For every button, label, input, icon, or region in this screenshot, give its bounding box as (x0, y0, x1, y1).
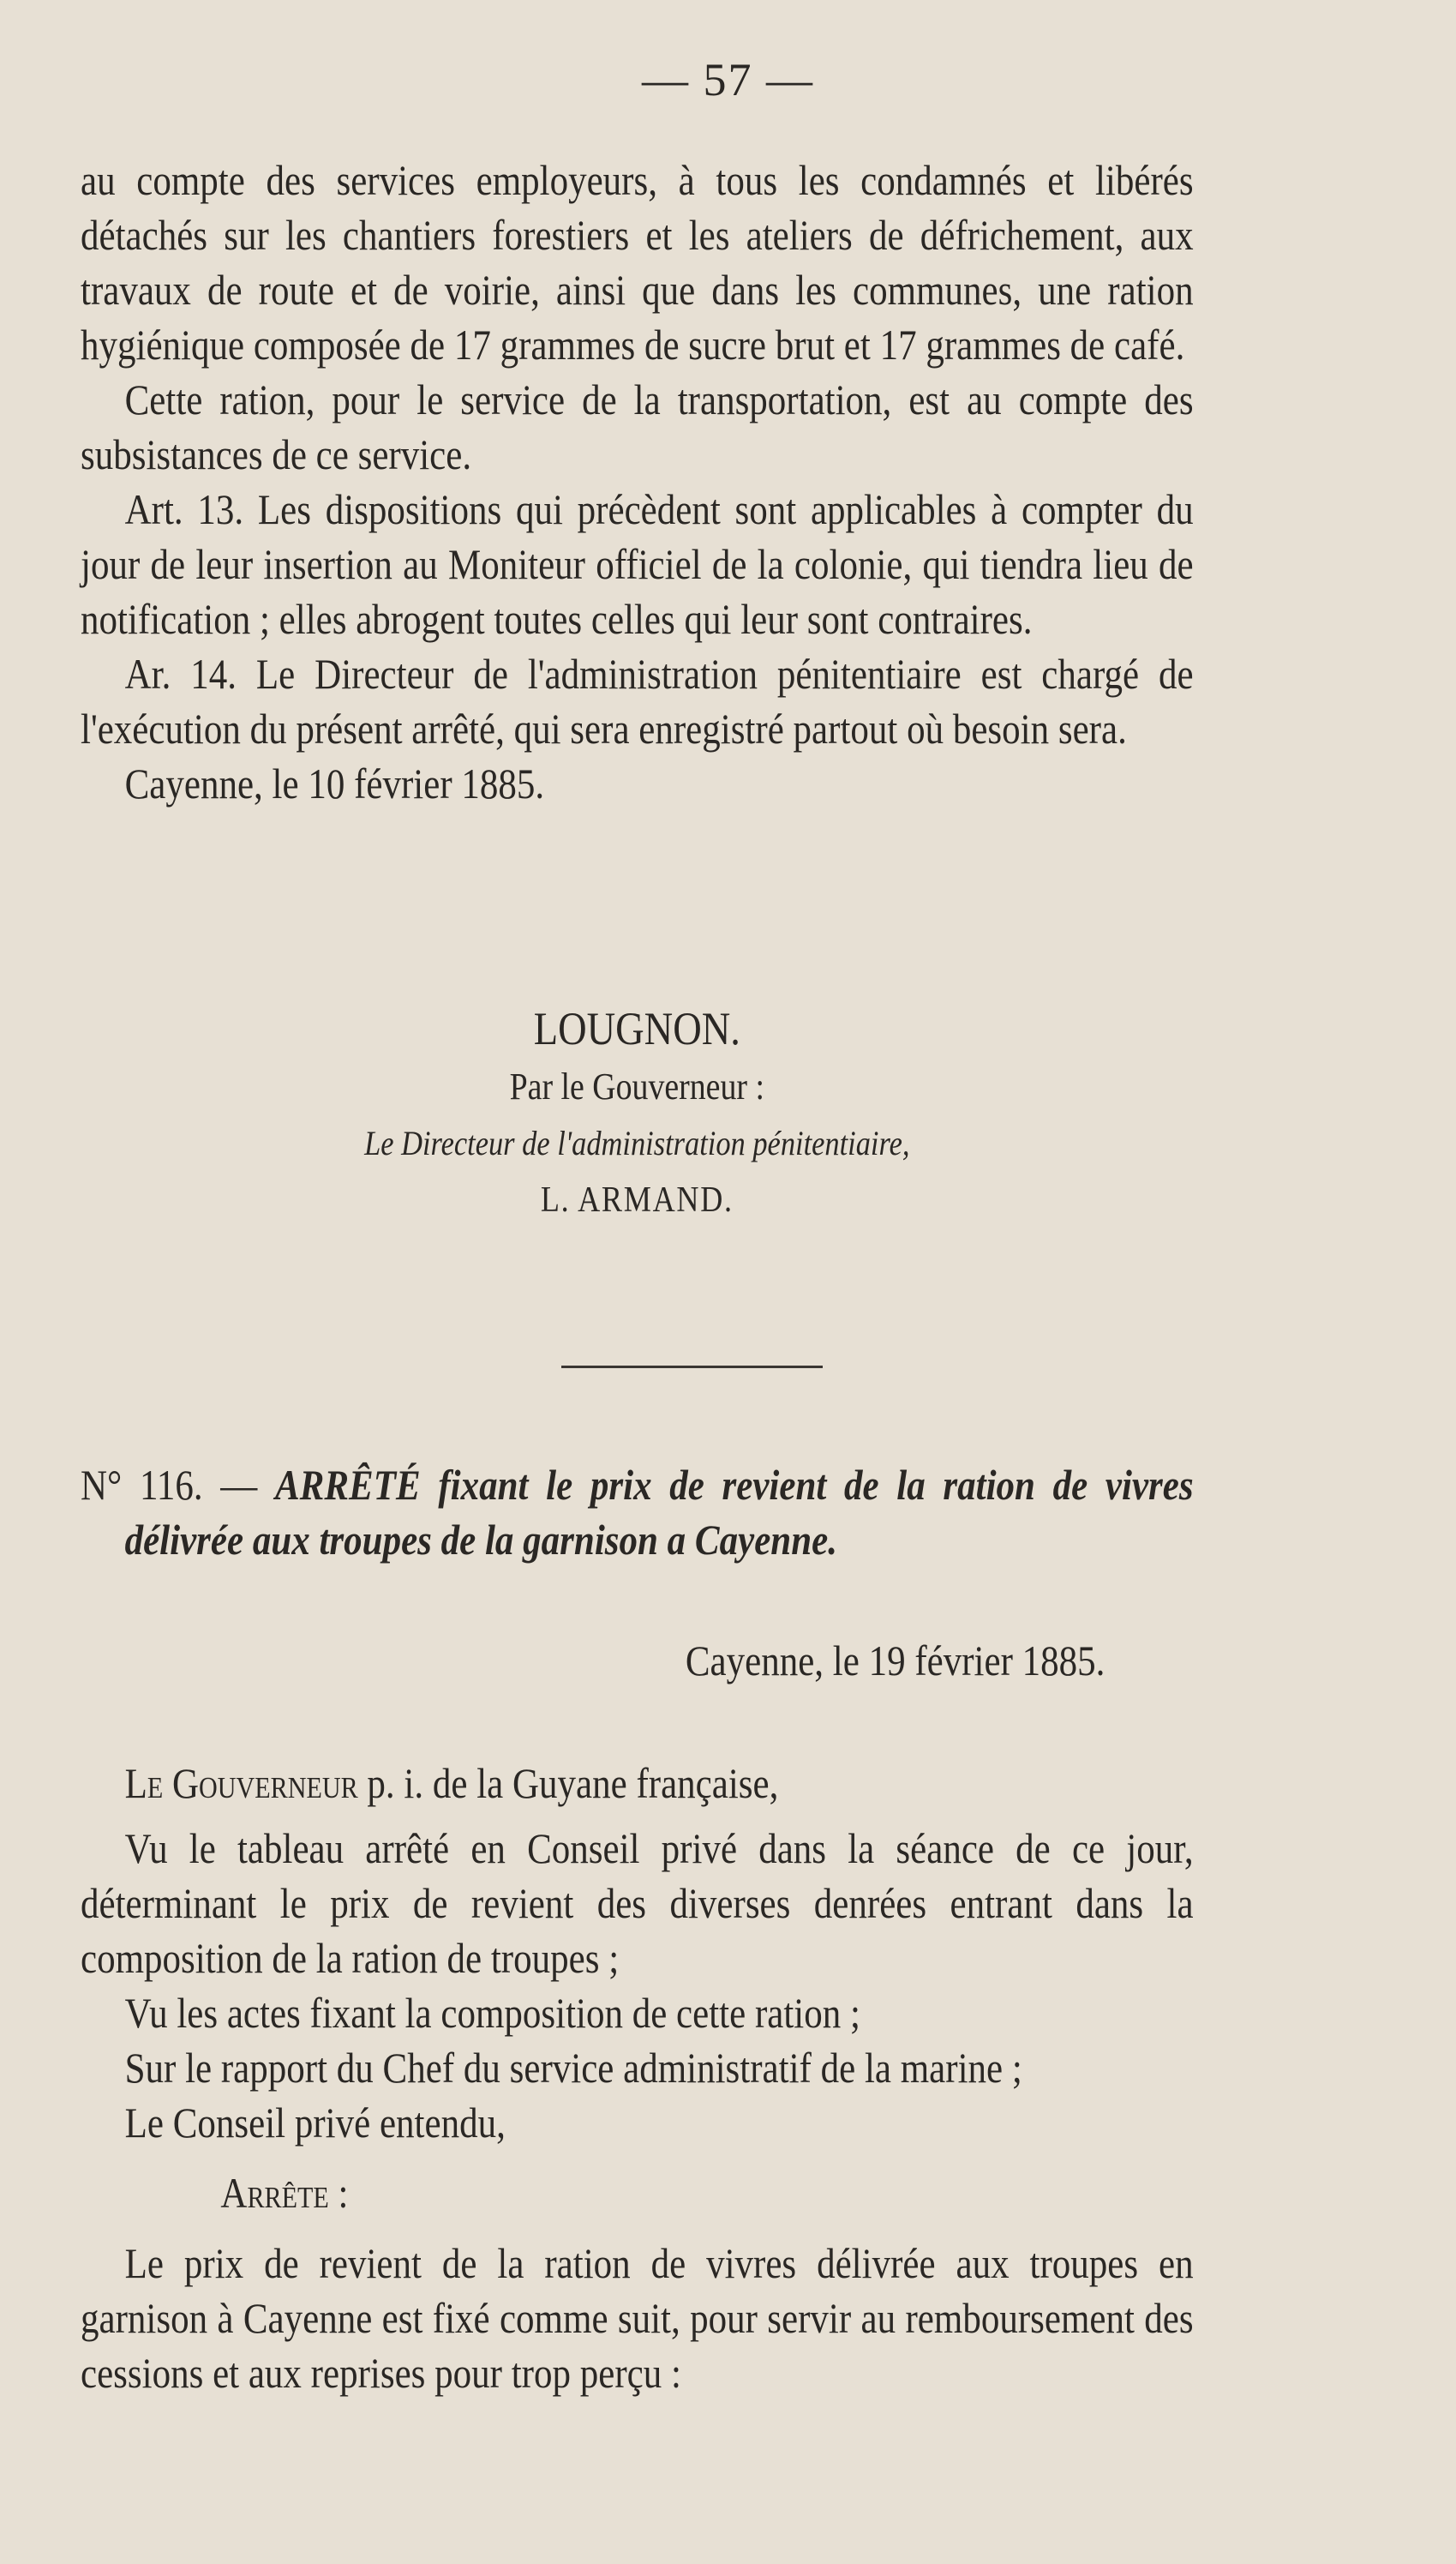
arrete-date: Cayenne, le 19 février 1885. (685, 1636, 1105, 1684)
arrete-title: ARRÊTÉ fixant le prix de revient de la ration de vivres délivrée aux troupes de la garnison a Cayenne. (124, 1461, 1194, 1564)
governor-line (81, 1756, 1194, 1810)
paragraph-ration: au compte des services employeurs, à tous les condamnés et libérés détachés sur les chantiers forestiers et les ateliers de défrichement, aux travaux de route et de voirie, ainsi que dans les communes, une ration hygiénique composée de 17 grammes de sucre brut et 17 grammes de café. (81, 156, 1194, 369)
final-paragraph: Le prix de revient de la ration de vivres délivrée aux troupes en garnison à Cayenne est fixé comme suit, pour servir au remboursement des cessions et aux reprises pour trop perçu : (81, 2239, 1194, 2397)
director-name: L. ARMAND. (540, 1180, 734, 1220)
page-number: — 57 — (642, 54, 814, 105)
governor-title: Le Gouverneur (124, 1759, 358, 1807)
director-title: Le Directeur de l'administration pénitentiaire, (364, 1124, 910, 1162)
article-13: Art. 13. Les dispositions qui précèdent sont applicables à compter du jour de leur insertion au Moniteur officiel de la colonie, qui tiendra lieu de notification ; elles abrogent toutes celles qui leur sont contraires. (81, 485, 1194, 643)
date-line: Cayenne, le 10 février 1885. (124, 760, 545, 808)
arrete-date-block (81, 1633, 1194, 1688)
arrete-heading: Arrête : (220, 2169, 349, 2217)
article-14: Ar. 14. Le Directeur de l'administration pénitentiaire est chargé de l'exécution du présent arrêté, qui sera enregistré partout où besoin sera. (81, 650, 1194, 753)
title-dash: — (220, 1461, 258, 1509)
arrete-body (81, 1756, 1194, 2400)
signer-name: LOUGNON. (533, 1003, 740, 1054)
section-continuation (81, 153, 1194, 811)
separator-rule (561, 1366, 823, 1368)
par-le-gouverneur: Par le Gouverneur : (509, 1066, 764, 1108)
governor-rest: p. i. de la Guyane française, (367, 1759, 779, 1807)
arrete-number: N° 116. (81, 1461, 203, 1509)
arrete-title-line (81, 1457, 1194, 1567)
arrete-116-header (81, 1457, 1194, 1567)
vu-tableau: Vu le tableau arrêté en Conseil privé dans la séance de ce jour, déterminant le prix de revient des diverses denrées entrant dans la composition de la ration de troupes ; (81, 1824, 1194, 1982)
conseil-entendu: Le Conseil privé entendu, (124, 2099, 506, 2147)
sur-rapport: Sur le rapport du Chef du service administratif de la marine ; (124, 2044, 1022, 2092)
vu-actes: Vu les actes fixant la composition de cette ration ; (124, 1989, 860, 2037)
signature-block (81, 999, 1194, 1228)
paragraph-transportation: Cette ration, pour le service de la transportation, est au compte des subsistances de ce service. (81, 375, 1194, 478)
